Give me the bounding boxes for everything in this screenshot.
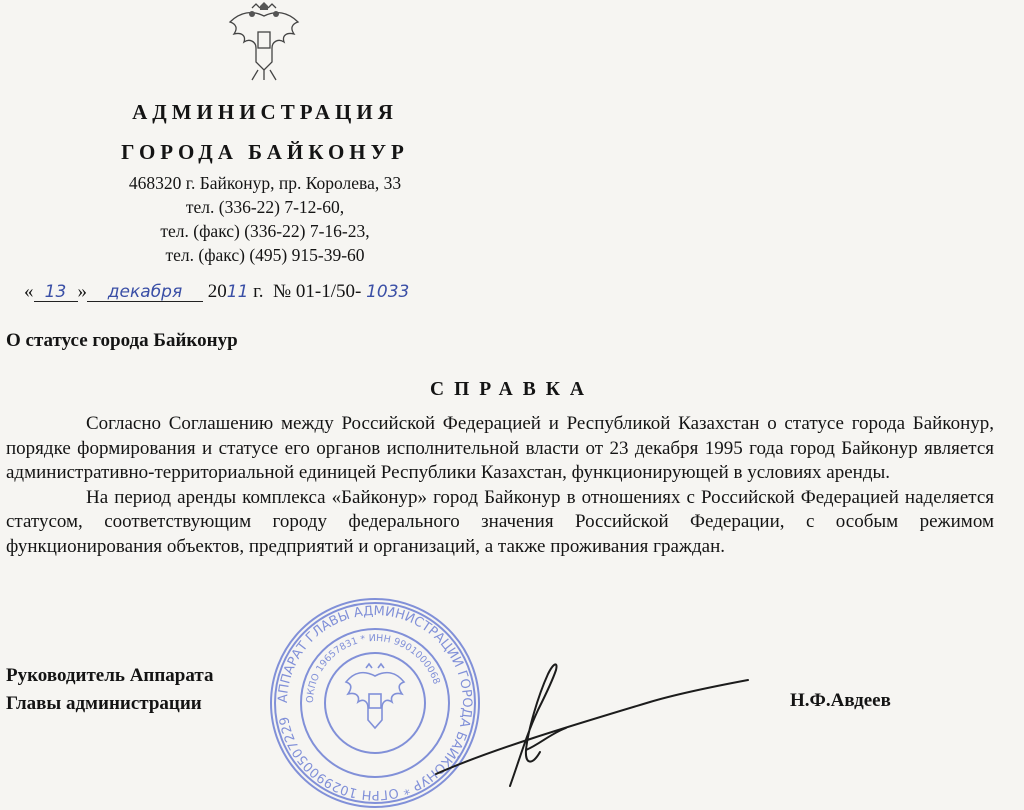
coat-of-arms-emblem — [222, 2, 306, 82]
organization-name-line1: АДМИНИСТРАЦИЯ — [132, 100, 398, 124]
document-body — [6, 412, 994, 559]
stamp-inner-text: ОКПО 19657831 * ИНН 9901000068 — [304, 632, 442, 704]
organization-name-line2: ГОРОДА БАЙКОНУР — [121, 140, 409, 164]
document-subject: О статусе города Байконур — [6, 330, 238, 351]
date-and-number-line — [24, 281, 409, 303]
year-prefix: 20 — [207, 281, 227, 302]
stamp-eagle-emblem — [346, 664, 404, 728]
signatory-position — [6, 662, 213, 718]
quote-open: « — [24, 281, 34, 302]
fax-line-1: тел. (факс) (336-22) 7-16-23, — [160, 221, 370, 241]
date-day-handwritten: 13 — [44, 282, 67, 302]
address-line: 468320 г. Байконур, пр. Королева, 33 — [128, 173, 402, 193]
signatory-name: Н.Ф.Авдеев — [790, 690, 891, 711]
document-number-prefix: № 01-1/50- — [273, 281, 362, 302]
fax-line-2: тел. (факс) (495) 915-39-60 — [165, 245, 365, 265]
date-day-field — [34, 283, 78, 302]
document-number-handwritten: 1033 — [366, 282, 410, 302]
body-paragraph-1: Согласно Соглашению между Российской Федерацией и Республикой Казахстан о статусе города Байконур, порядке формирования и статусе его органов исполнительной власти от 23 декабря 1995 года город Байконур является административно-территориальной единицей Республики Казахстан, функционирующей в условиях аренды. — [6, 413, 994, 483]
document-title: СПРАВКА — [430, 379, 594, 400]
phone-line: тел. (336-22) 7-12-60, — [185, 197, 345, 217]
body-paragraph-2: На период аренды комплекса «Байконур» город Байконур в отношениях с Российской Федерацией наделяется статусом, соответствующим городу федерального значения Российской Федерации, с особым режимом функционирования объектов, предприятий и организаций, а также проживания граждан. — [6, 486, 994, 557]
signatory-position-line2: Главы администрации — [6, 693, 202, 714]
quote-close: » — [77, 281, 87, 302]
date-month-field — [87, 283, 203, 302]
handwritten-signature — [430, 640, 750, 788]
date-month-handwritten: декабря — [107, 282, 183, 302]
stamp-outer-text: АППАРАТ ГЛАВЫ АДМИНИСТРАЦИИ ГОРОДА БАЙКОНУР * ОГРН 1029900507229 — [275, 603, 475, 803]
signatory-position-line1: Руководитель Аппарата — [6, 665, 214, 686]
year-unit: г. — [253, 281, 264, 302]
year-suffix-handwritten: 11 — [226, 282, 249, 302]
